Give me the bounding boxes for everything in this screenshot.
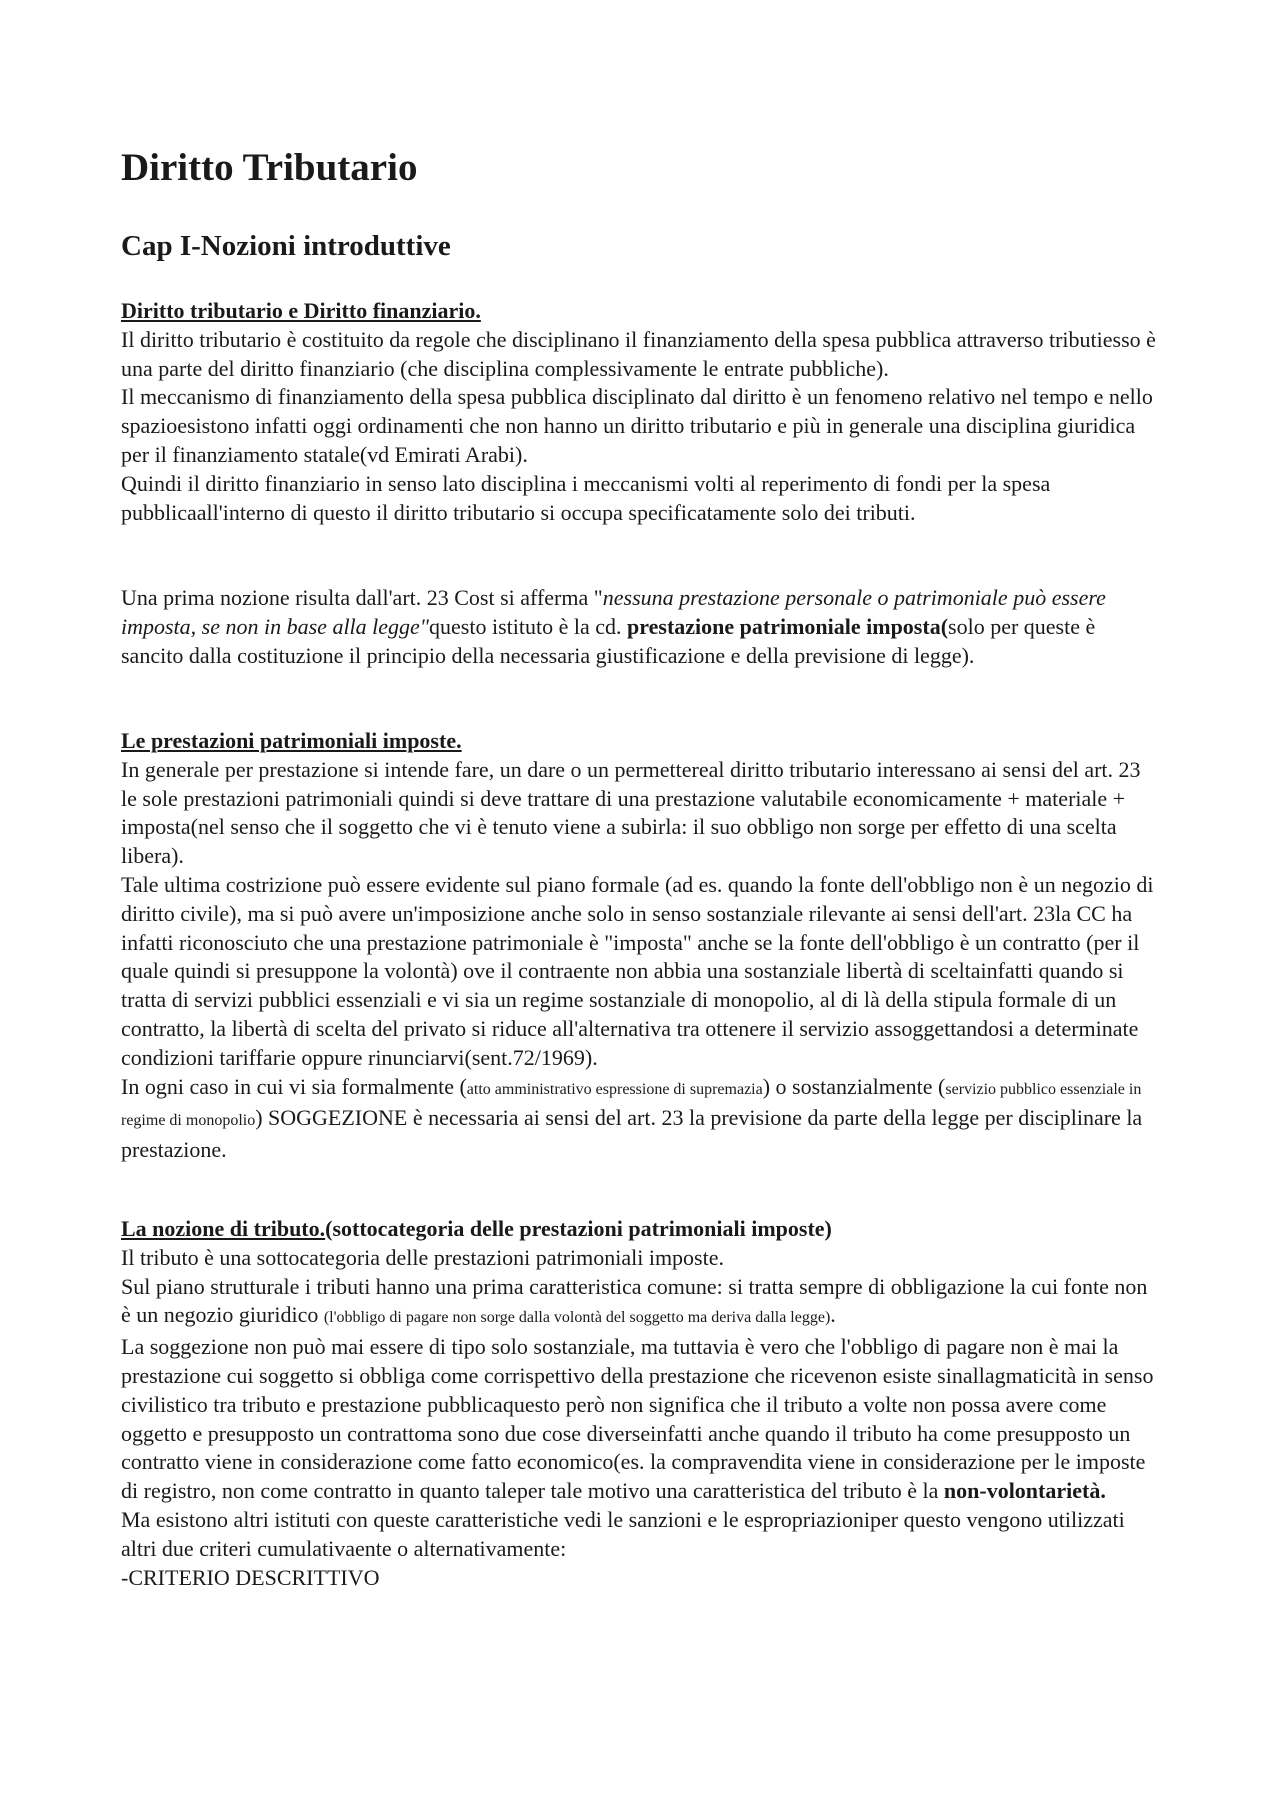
text-run: ) SOGGEZIONE è necessaria ai sensi del art. 23 la previsione da parte della legge per disciplinare la prestazione.: [121, 1105, 1143, 1163]
text-run: Sul piano strutturale i tributi hanno una prima caratteristica comune: si tratta sempre di obbligazione la cui fonte non è un negozio giuridico: [121, 1273, 1148, 1328]
section-heading: Le prestazioni patrimoniali imposte.: [121, 728, 462, 753]
paragraph: [121, 1273, 1161, 1334]
small-note: servizio pubblico essenziale in regime di monopolio: [121, 1080, 1142, 1130]
document-title: Diritto Tributario: [121, 146, 418, 189]
quote-text: nessuna prestazione personale o patrimoniale può essere imposta, se non in base alla legge": [121, 585, 1106, 639]
small-note: atto amministrativo espressione di supremazia: [466, 1080, 763, 1098]
bold-term: prestazione patrimoniale imposta(: [627, 613, 949, 639]
paragraph: Il meccanismo di finanziamento della spesa pubblica disciplinato dal diritto è un fenomeno relativo nel tempo e nello spazioesistono infatti oggi ordinamenti che non hanno un diritto tributario e più in generale una disciplina giuridica per il finanziamento statale(vd Emirati Arabi).: [121, 384, 1153, 467]
paragraph: [121, 584, 1161, 670]
paragraph: [121, 1333, 1161, 1506]
section-tributo: [121, 1215, 1161, 1592]
text-run: ) o sostanzialmente (: [762, 1073, 946, 1099]
paragraph: [121, 1073, 1161, 1165]
paragraph: Tale ultima costrizione può essere evidente sul piano formale (ad es. quando la fonte dell'obbligo non è un negozio di diritto civile), ma si può avere un'imposizione anche solo in senso sostanziale rilevante ai sensi dell'art. 23la CC ha infatti riconosciuto che una prestazione patrimoniale è "imposta" anche se la fonte dell'obbligo è un contratto (per il quale quindi si presuppone la volontà) ove il contraente non abbia una sostanziale libertà di sceltainfatti quando si tratta di servizi pubblici essenziali e vi sia un regime sostanziale di monopolio, al di là della stipula formale di un contratto, la libertà di scelta del privato si riduce all'alternativa tra ottenere il servizio assoggettandosi a determinate condizioni tariffarie oppure rinunciarvi(sent.72/1969).: [121, 871, 1154, 1070]
section-diritto-tributario: [121, 297, 1161, 527]
section-heading-tail: (sottocategoria delle prestazioni patrimoniali imposte): [325, 1216, 832, 1241]
text-run: solo per queste è sancito dalla costituzione il principio della necessaria giustificazione e della previsione di legge).: [121, 613, 1096, 668]
chapter-title: Cap I-Nozioni introduttive: [121, 230, 451, 262]
section-art-23: [121, 584, 1161, 670]
section-heading: La nozione di tributo.: [121, 1216, 326, 1241]
paragraph: -CRITERIO DESCRITTIVO: [121, 1564, 380, 1590]
bold-term: non-volontarietà.: [943, 1478, 1106, 1504]
paragraph: Il tributo è una sottocategoria delle prestazioni patrimoniali imposte.: [121, 1244, 724, 1270]
paragraph: Il diritto tributario è costituito da regole che disciplinano il finanziamento della spesa pubblica attraverso tributiesso è una parte del diritto finanziario (che disciplina complessivamente le entrate pubbliche).: [121, 326, 1156, 381]
paragraph: Quindi il diritto finanziario in senso lato disciplina i meccanismi volti al reperimento di fondi per la spesa pubblicaall'interno di questo il diritto tributario si occupa specificatamente solo dei tributi.: [121, 470, 1051, 525]
text-run: .: [830, 1302, 836, 1328]
text-run: questo istituto è la cd.: [429, 613, 628, 639]
text-run: Una prima nozione risulta dall'art. 23 Cost si afferma ": [121, 585, 603, 610]
small-note: (l'obbligo di pagare non sorge dalla volontà del soggetto ma deriva dalla legge): [323, 1309, 831, 1327]
text-run: La soggezione non può mai essere di tipo solo sostanziale, ma tuttavia è vero che l'obbligo di pagare non è mai la prestazione cui soggetto si obbliga come corrispettivo della prestazione che ricevenon esiste sinallagmaticità in senso civilistico tra tributo e prestazione pubblicaquesto però non significa che il tributo a volte non possa avere come oggetto e presupposto un contrattoma sono due cose diverseinfatti anche quando il tributo ha come presupposto un contratto viene in considerazione come fatto economico(es. la compravendita viene in considerazione per le imposte di registro, non come contratto in quanto taleper tale motivo una caratteristica del tributo è la: [121, 1334, 1154, 1504]
text-run: In ogni caso in cui vi sia formalmente (: [121, 1073, 467, 1099]
paragraph: Ma esistono altri istituti con queste caratteristiche vedi le sanzioni e le espropriazioniper questo vengono utilizzati altri due criteri cumulativaente o alternativamente:: [121, 1506, 1125, 1561]
section-prestazioni: [121, 727, 1161, 1165]
paragraph: In generale per prestazione si intende fare, un dare o un permettereal diritto tributario interessano ai sensi del art. 23 le sole prestazioni patrimoniali quindi si deve trattare di una prestazione valutabile economicamente + materiale + imposta(nel senso che il soggetto che vi è tenuto viene a subirla: il suo obbligo non sorge per effetto di una scelta libera).: [121, 756, 1141, 869]
section-heading: Diritto tributario e Diritto finanziario.: [121, 298, 481, 323]
